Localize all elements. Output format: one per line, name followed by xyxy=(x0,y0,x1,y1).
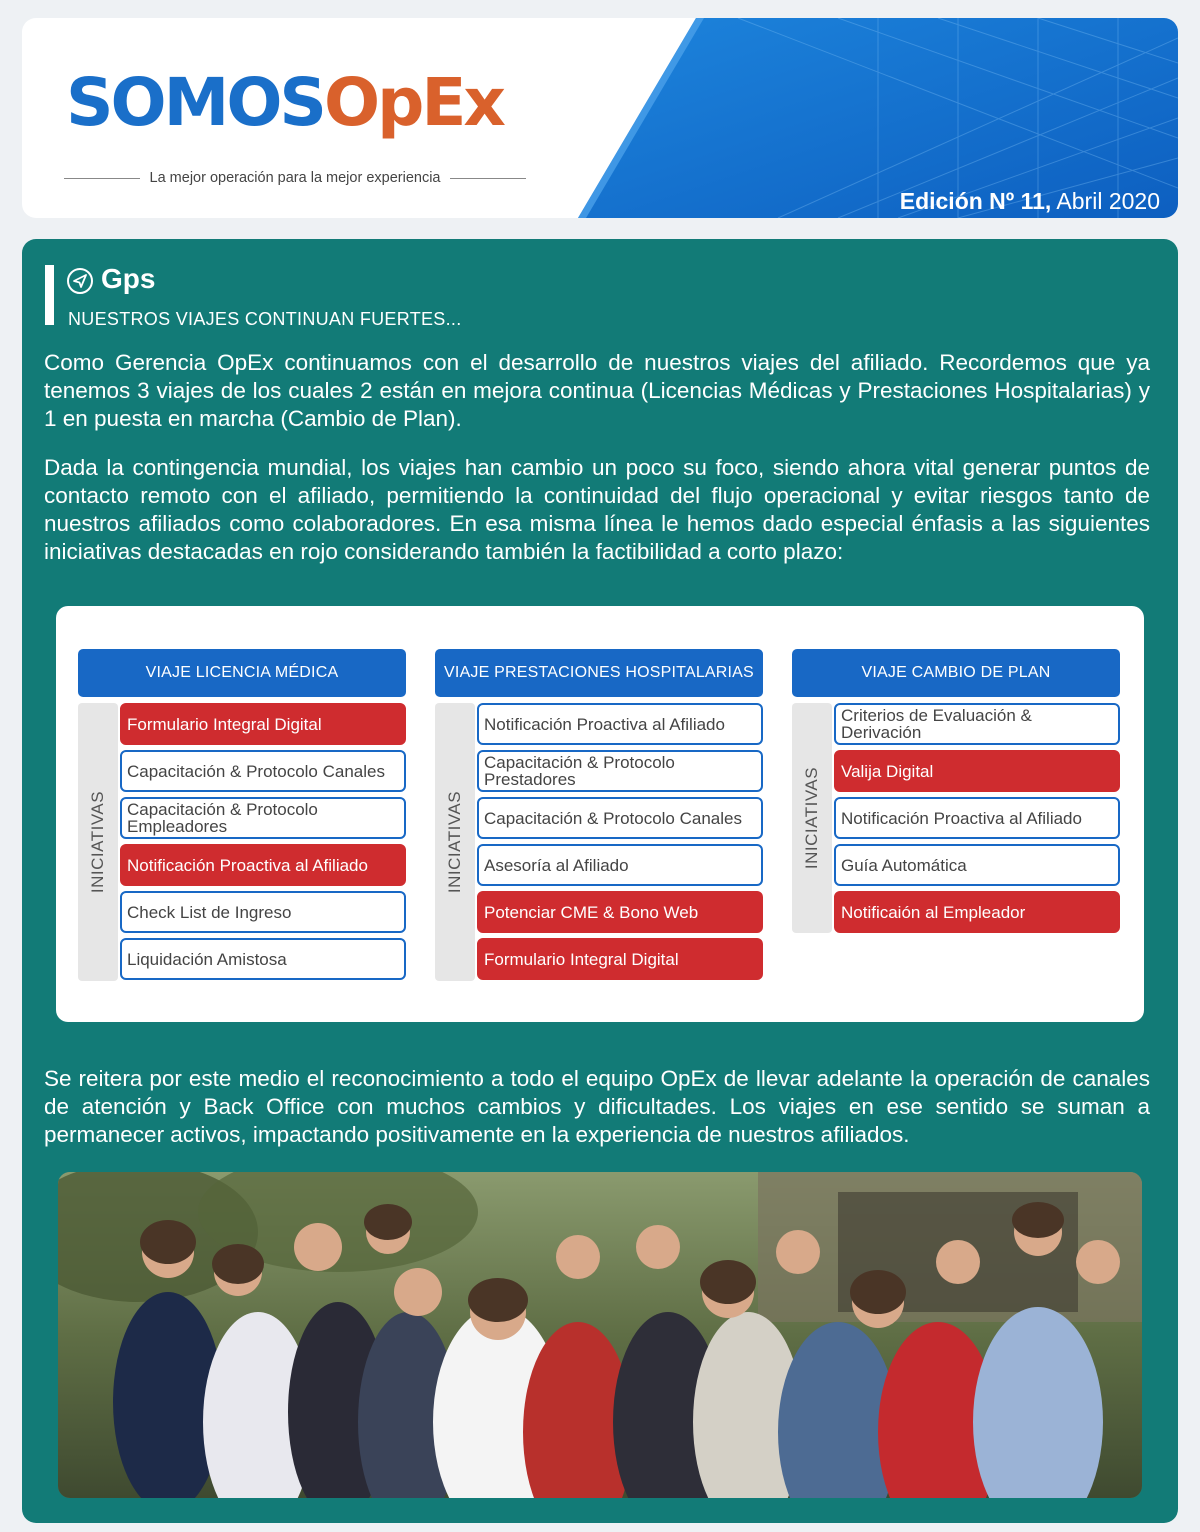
edition-date: Abril 2020 xyxy=(1056,188,1160,214)
journey-body xyxy=(78,703,406,980)
journey-header: VIAJE CAMBIO DE PLAN xyxy=(792,649,1120,697)
header-banner xyxy=(22,18,1178,218)
initiatives-label: INICIATIVAS xyxy=(445,790,464,894)
journey-column-prestaciones xyxy=(435,649,763,985)
tagline-rule-left xyxy=(64,178,140,179)
closing-paragraph: Se reitera por este medio el reconocimiento a todo el equipo OpEx de llevar adelante la operación de canales de atención y Back Office con muchos cambios y dificultades. Los viajes en ese sentido se suman a permanecer activos, impactando positivamente en la experiencia de nuestros afiliados. xyxy=(44,1066,1150,1147)
initiative-item: Notificación Proactiva al Afiliado xyxy=(477,703,763,745)
tagline-rule-right xyxy=(450,178,526,179)
edition-number: Edición Nº 11, xyxy=(899,188,1052,214)
initiative-item: Capacitación & Protocolo Canales xyxy=(120,750,406,792)
gps-section xyxy=(22,239,1178,1523)
logo-part-somos: SOMOS xyxy=(66,64,324,141)
journey-column-licencia xyxy=(78,649,406,985)
initiative-item: Notificaión al Empleador xyxy=(834,891,1120,933)
team-group-photo xyxy=(58,1172,1142,1498)
tagline-text: La mejor operación para la mejor experiencia xyxy=(149,170,441,186)
initiative-list xyxy=(120,703,406,980)
initiative-item: Valija Digital xyxy=(834,750,1120,792)
initiative-list xyxy=(477,703,763,980)
initiative-item: Notificación Proactiva al Afiliado xyxy=(834,797,1120,839)
initiatives-side-label xyxy=(435,703,475,981)
initiative-item: Liquidación Amistosa xyxy=(120,938,406,980)
journey-header: VIAJE LICENCIA MÉDICA xyxy=(78,649,406,697)
journeys-card xyxy=(56,606,1144,1022)
navigation-arrow-icon xyxy=(66,267,94,295)
section-accent-bar xyxy=(45,265,54,325)
tagline xyxy=(64,170,526,186)
journey-body xyxy=(435,703,763,980)
initiative-item: Capacitación & Protocolo Empleadores xyxy=(120,797,406,839)
initiatives-side-label xyxy=(792,703,832,933)
initiative-item: Asesoría al Afiliado xyxy=(477,844,763,886)
initiative-item: Notificación Proactiva al Afiliado xyxy=(120,844,406,886)
section-subtitle: NUESTROS VIAJES CONTINUAN FUERTES... xyxy=(68,309,462,329)
intro-paragraph: Como Gerencia OpEx continuamos con el desarrollo de nuestros viajes del afiliado. Recordemos que ya tenemos 3 viajes de los cuales 2 están en mejora continua (Licencias Médicas y Prestaciones Hospitalarias) y 1 en puesta en marcha (Cambio de Plan). xyxy=(44,350,1150,431)
initiatives-side-label xyxy=(78,703,118,981)
logo-part-opex: OpEx xyxy=(323,64,503,141)
edition-info xyxy=(900,188,1160,215)
initiative-item: Check List de Ingreso xyxy=(120,891,406,933)
initiatives-label: INICIATIVAS xyxy=(802,766,821,870)
initiative-item: Potenciar CME & Bono Web xyxy=(477,891,763,933)
journey-body xyxy=(792,703,1120,933)
initiative-item: Formulario Integral Digital xyxy=(120,703,406,745)
initiative-item: Capacitación & Protocolo Prestadores xyxy=(477,750,763,792)
context-paragraph: Dada la contingencia mundial, los viajes han cambio un poco su foco, siendo ahora vital generar puntos de contacto remoto con el afiliado, permitiendo la continuidad del flujo operacional y evitar riesgos tanto de nuestros afiliados como colaboradores. En esa misma línea le hemos dado especial énfasis a las siguientes iniciativas destacadas en rojo considerando también la factibilidad a corto plazo: xyxy=(44,455,1150,564)
journey-header: VIAJE PRESTACIONES HOSPITALARIAS xyxy=(435,649,763,697)
initiative-list xyxy=(834,703,1120,933)
somos-opex-logo xyxy=(66,64,503,141)
initiative-item: Formulario Integral Digital xyxy=(477,938,763,980)
initiative-item: Capacitación & Protocolo Canales xyxy=(477,797,763,839)
initiative-item: Guía Automática xyxy=(834,844,1120,886)
journey-column-cambio-plan xyxy=(792,649,1120,938)
initiatives-label: INICIATIVAS xyxy=(88,790,107,894)
initiative-item: Criterios de Evaluación & Derivación xyxy=(834,703,1120,745)
section-title: Gps xyxy=(101,263,156,294)
